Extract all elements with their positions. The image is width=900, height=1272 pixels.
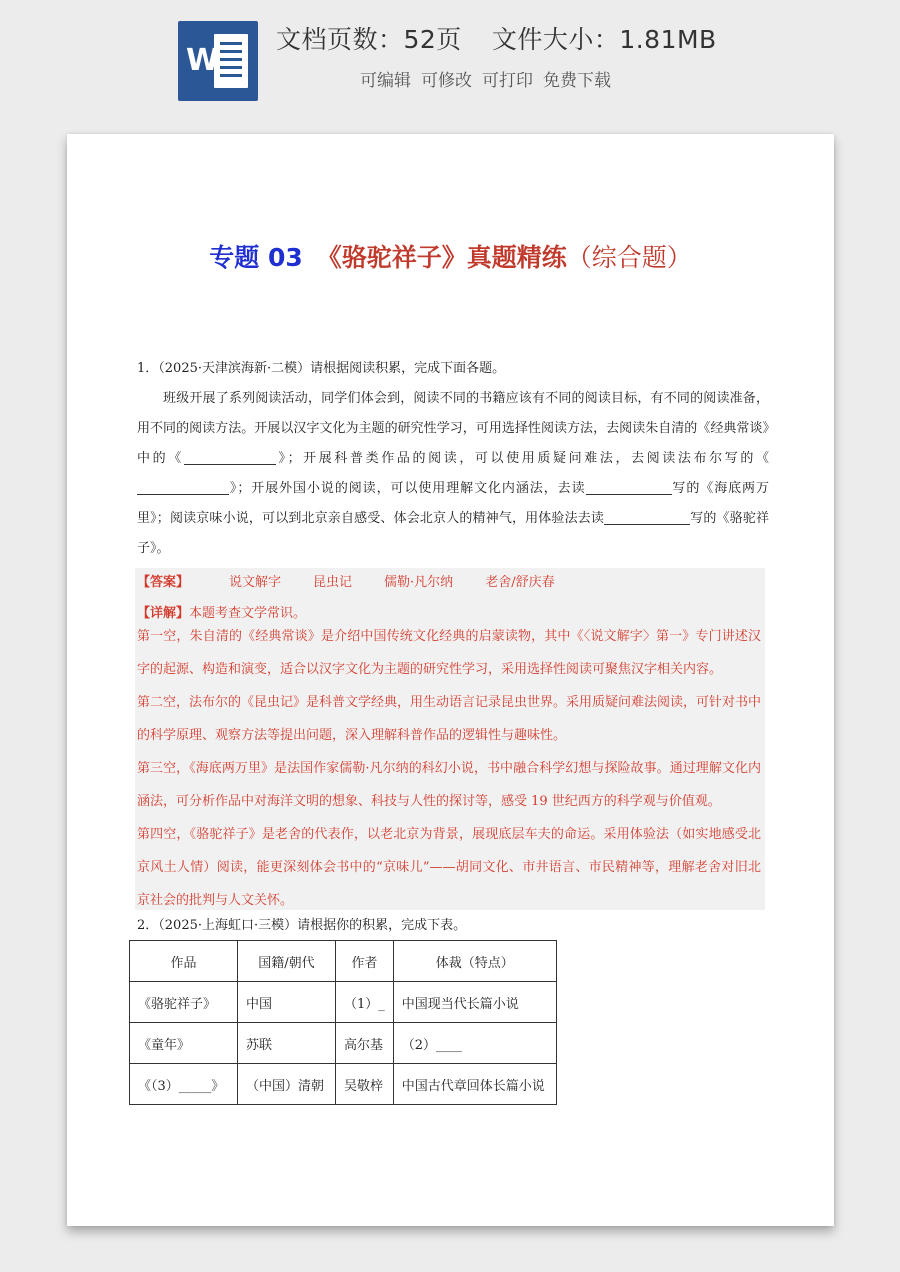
- title-main: 《骆驼祥子》真题精练: [316, 243, 567, 272]
- answer-blank-4: [604, 509, 690, 525]
- header-cell: 作者: [336, 941, 394, 982]
- page-title: [67, 238, 834, 274]
- detail-line: [137, 602, 306, 621]
- question-2-head: 2．（2025·上海虹口·三模）请根据你的积累，完成下表。: [137, 918, 467, 933]
- explanation-2: 第二空，法布尔的《昆虫记》是科普文学经典，用生动语言记录昆虫世界。采用质疑问难法阅读，可针对书中的科学原理、观察方法等提出问题，深入理解科普作品的逻辑性与趣味性。: [137, 695, 762, 743]
- question-1: [137, 354, 769, 564]
- feature-free-download: 免费下载: [543, 71, 611, 91]
- table-cell: 中国: [238, 982, 336, 1023]
- table-cell: 《（3）_____》: [130, 1064, 238, 1105]
- download-banner: [0, 0, 900, 120]
- answer-label: 【答案】: [137, 575, 190, 590]
- table-header-row: [130, 941, 557, 982]
- feature-list: [360, 66, 680, 92]
- header-cell: 作品: [130, 941, 238, 982]
- table-row: [130, 982, 557, 1023]
- table-cell: 吴敬梓: [336, 1064, 394, 1105]
- table-cell: 《童年》: [130, 1023, 238, 1064]
- word-icon-letter: W: [186, 43, 220, 78]
- table-cell: （1）_: [336, 982, 394, 1023]
- answer-blank-2: [137, 479, 229, 495]
- file-info: [276, 20, 776, 60]
- table-cell: （中国）清朝: [238, 1064, 336, 1105]
- works-table: [129, 940, 557, 1105]
- feature-editable: 可编辑: [360, 71, 411, 91]
- question-1-body: 班级开展了系列阅读活动，同学们体会到，阅读不同的书籍应该有不同的阅读目标，有不同的阅读准备，用不同的阅读方法。开展以汉字文化为主题的研究性学习，可用选择性阅读方法，去阅读朱自清的《经典常谈》中的《 》；开展科普类作品的阅读，可以使用质疑问难法，去阅读法布尔写的《》；开展外国小说的阅读，可以使用理解文化内涵法，去读 写的《海底两万里》；阅读京味小说，可以到北京亲自感受、体会北京人的精神气，用体验法去读 写的《骆驼祥子》。: [137, 391, 769, 556]
- header-cell: 体裁（特点）: [393, 941, 556, 982]
- title-suffix: （综合题）: [566, 243, 692, 272]
- document-page: [67, 134, 834, 1226]
- header-cell: 国籍/朝代: [238, 941, 336, 982]
- answer-line: [137, 571, 587, 590]
- explanation-1: 第一空，朱自清的《经典常谈》是介绍中国传统文化经典的启蒙读物，其中《〈说文解字〉第一》专门讲述汉字的起源、构造和演变，适合以汉字文化为主题的研究性学习，采用选择性阅读可聚焦汉字相关内容。: [137, 629, 761, 677]
- table-cell: 高尔基: [336, 1023, 394, 1064]
- explanation-3: 第三空，《海底两万里》是法国作家儒勒·凡尔纳的科幻小说，书中融合科学幻想与探险故事。通过理解文化内涵法，可分析作品中对海洋文明的想象、科技与人性的探讨等，感受 19 世纪西方的科学观与价值观。: [137, 761, 761, 809]
- detail-intro: 本题考查文学常识。: [189, 606, 307, 621]
- table-row: [130, 1064, 557, 1105]
- answer-blank-3: [586, 479, 672, 495]
- table-cell: 中国古代章回体长篇小说: [393, 1064, 556, 1105]
- word-document-icon: [178, 21, 258, 101]
- detail-label: 【详解】: [137, 606, 190, 621]
- answer-section: [135, 568, 765, 910]
- table-cell: （2）____: [393, 1023, 556, 1064]
- table-cell: 苏联: [238, 1023, 336, 1064]
- answer-blank-1: [184, 449, 276, 465]
- feature-printable: 可打印: [482, 71, 533, 91]
- answer-item-4: 老舍/舒庆春: [485, 575, 555, 590]
- file-size: 文件大小：1.81MB: [491, 25, 717, 54]
- table-cell: 《骆驼祥子》: [130, 982, 238, 1023]
- table-cell: 中国现当代长篇小说: [393, 982, 556, 1023]
- feature-modifiable: 可修改: [421, 71, 472, 91]
- answer-item-1: 说文解字: [229, 575, 282, 590]
- page-count: 文档页数：52页: [276, 25, 462, 54]
- title-prefix: 专题 03: [209, 243, 303, 272]
- explanation-4: 第四空，《骆驼祥子》是老舍的代表作，以老北京为背景，展现底层车夫的命运。采用体验法（如实地感受北京风土人情）阅读，能更深刻体会书中的“京味儿”——胡同文化、市井语言、市民精神等，理解老舍对旧北京社会的批判与人文关怀。: [137, 827, 761, 908]
- answer-item-2: 昆虫记: [313, 575, 353, 590]
- question-1-head: 1．（2025·天津滨海新·二模）请根据阅读积累，完成下面各题。: [137, 361, 506, 376]
- answer-item-3: 儒勒·凡尔纳: [384, 575, 454, 590]
- table-row: [130, 1023, 557, 1064]
